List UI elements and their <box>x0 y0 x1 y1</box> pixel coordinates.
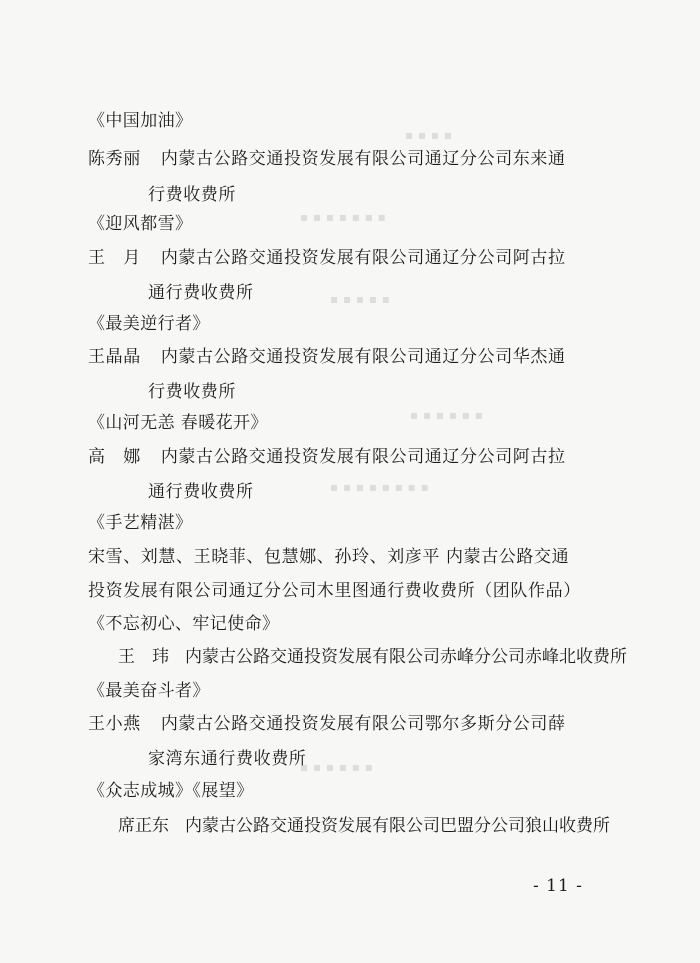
page-number: - 11 - <box>533 876 583 896</box>
entry-title: 《山河无恙 春暖花开》 <box>88 413 268 433</box>
team-credits-continuation: 投资发展有限公司通辽分公司木里图通行费收费所（团队作品） <box>88 581 581 601</box>
organization-text: 内蒙古公路交通投资发展有限公司通辽分公司阿古拉 <box>160 447 566 467</box>
organization-text: 内蒙古公路交通投资发展有限公司鄂尔多斯分公司薛 <box>160 714 566 734</box>
organization-text: 内蒙古公路交通投资发展有限公司赤峰分公司赤峰北收费所 <box>185 647 627 667</box>
bleed-through-mark: ▪ ▪ ▪ ▪ <box>405 128 453 142</box>
entry-line <box>118 646 627 668</box>
organization-text: 内蒙古公路交通投资发展有限公司通辽分公司华杰通 <box>160 347 566 367</box>
organization-continuation: 行费收费所 <box>148 185 236 205</box>
entry-title: 《最美逆行者》 <box>88 314 210 334</box>
team-credits-line: 宋雪、刘慧、王晓菲、包慧娜、孙玲、刘彦平 内蒙古公路交通 <box>88 547 570 567</box>
entry-title: 《众志成城》《展望》 <box>88 781 254 801</box>
entry-line <box>88 713 566 735</box>
organization-text: 内蒙古公路交通投资发展有限公司巴盟分公司狼山收费所 <box>185 816 610 836</box>
organization-continuation: 通行费收费所 <box>148 482 254 502</box>
author-name: 王 月 <box>88 248 141 268</box>
author-name: 王小燕 <box>88 714 141 734</box>
entry-line <box>88 446 566 468</box>
organization-text: 内蒙古公路交通投资发展有限公司通辽分公司东来通 <box>160 149 566 169</box>
author-name: 席正东 <box>118 816 169 836</box>
entry-title: 《中国加油》 <box>88 111 193 131</box>
bleed-through-mark: ▪ ▪ ▪ ▪ ▪ ▪ ▪ ▪ <box>330 480 430 494</box>
author-name: 王晶晶 <box>88 347 141 367</box>
entry-line <box>118 815 610 837</box>
organization-continuation: 家湾东通行费收费所 <box>148 749 307 769</box>
entry-line <box>88 346 566 368</box>
bleed-through-mark: ▪ ▪ ▪ ▪ ▪ <box>330 292 391 306</box>
author-name: 王 玮 <box>118 647 169 667</box>
author-name: 陈秀丽 <box>88 149 141 169</box>
bleed-through-mark: ▪ ▪ ▪ ▪ ▪ ▪ <box>300 760 374 774</box>
entry-title: 《不忘初心、牢记使命》 <box>88 614 280 634</box>
organization-continuation: 通行费收费所 <box>148 283 254 303</box>
entry-line <box>88 148 566 170</box>
entry-title: 《迎风都雪》 <box>88 214 193 234</box>
bleed-through-mark: ▪ ▪ ▪ ▪ ▪ ▪ <box>410 408 484 422</box>
entry-title: 《最美奋斗者》 <box>88 681 210 701</box>
organization-continuation: 行费收费所 <box>148 382 236 402</box>
author-name: 高 娜 <box>88 447 141 467</box>
bleed-through-mark: ▪ ▪ ▪ ▪ ▪ ▪ ▪ <box>300 210 387 224</box>
entry-line <box>88 247 566 269</box>
entry-title: 《手艺精湛》 <box>88 513 193 533</box>
organization-text: 内蒙古公路交通投资发展有限公司通辽分公司阿古拉 <box>160 248 566 268</box>
